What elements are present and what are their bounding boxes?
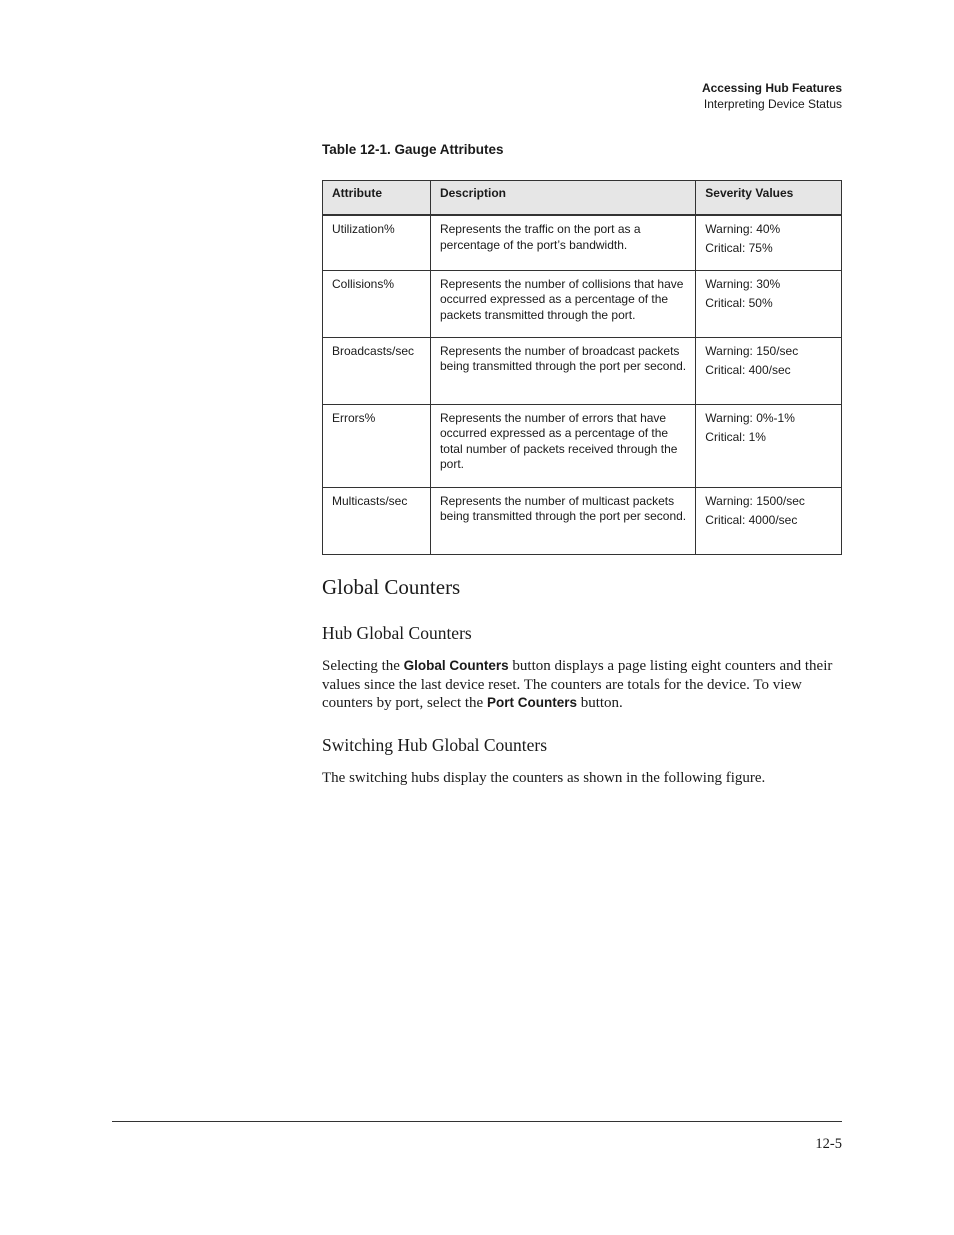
table-row [323, 404, 842, 487]
attribute-cell: Utilization% [323, 215, 431, 270]
warning-value: Warning: 1500/sec [705, 493, 805, 508]
critical-value: Critical: 1% [705, 429, 766, 444]
attribute-cell: Errors% [323, 404, 431, 487]
description-cell: Represents the number of errors that have occurred expressed as a percentage of the total number of packets received through the port. [430, 404, 695, 487]
warning-value: Warning: 40% [705, 222, 781, 236]
subsection-heading-hub-global-counters: Hub Global Counters [322, 623, 472, 643]
severity-cell [696, 337, 842, 404]
column-header-severity-values: Severity Values [696, 181, 842, 216]
table-caption: Table 12-1. Gauge Attributes [322, 142, 504, 157]
switching-hub-paragraph: The switching hubs display the counters as shown in the following figure. [322, 770, 766, 786]
subsection-heading-switching-hub-global-counters: Switching Hub Global Counters [322, 735, 548, 755]
page-number: 12-5 [815, 1136, 842, 1152]
description-cell: Represents the number of collisions that have occurred expressed as a percentage of the packets transmitted through the port. [430, 270, 695, 337]
gauge-attributes-table [322, 180, 842, 555]
hub-global-counters-paragraph [322, 657, 844, 713]
attribute-cell: Collisions% [323, 270, 431, 337]
port-counters-button-reference: Port Counters [486, 695, 577, 710]
critical-value: Critical: 4000/sec [705, 512, 798, 527]
attribute-cell: Multicasts/sec [323, 487, 431, 554]
column-header-attribute: Attribute [323, 181, 431, 216]
severity-cell [696, 215, 842, 270]
critical-value: Critical: 50% [705, 295, 773, 310]
description-cell: Represents the traffic on the port as a percentage of the port’s bandwidth. [430, 215, 695, 270]
running-header [702, 80, 842, 112]
table-header-row [323, 181, 842, 216]
warning-value: Warning: 0%-1% [705, 410, 795, 425]
running-header-chapter: Accessing Hub Features [701, 81, 842, 95]
section-heading-global-counters: Global Counters [322, 575, 461, 599]
severity-cell [696, 404, 842, 487]
critical-value: Critical: 400/sec [705, 362, 791, 377]
description-cell: Represents the number of multicast packets being transmitted through the port per second. [430, 487, 695, 554]
description-cell: Represents the number of broadcast packets being transmitted through the port per second. [430, 337, 695, 404]
table-row [323, 215, 842, 270]
global-counters-button-reference: Global Counters [403, 658, 509, 673]
table-row [323, 337, 842, 404]
warning-value: Warning: 30% [705, 276, 781, 291]
running-header-section: Interpreting Device Status [703, 97, 842, 111]
column-header-description: Description [430, 181, 695, 216]
attribute-cell: Broadcasts/sec [323, 337, 431, 404]
severity-cell [696, 487, 842, 554]
paragraph-text: Selecting the [322, 658, 404, 674]
footer-rule [112, 1121, 842, 1122]
severity-cell [696, 270, 842, 337]
table-row [323, 270, 842, 337]
warning-value: Warning: 150/sec [705, 343, 799, 358]
paragraph-text: button. [576, 695, 623, 711]
table-row [323, 487, 842, 554]
paragraph-text: button displays a page listing eight counters and their values since the last device reset. The counters are totals for the device. To view counters by port, select the [322, 658, 833, 711]
critical-value: Critical: 75% [705, 241, 773, 255]
